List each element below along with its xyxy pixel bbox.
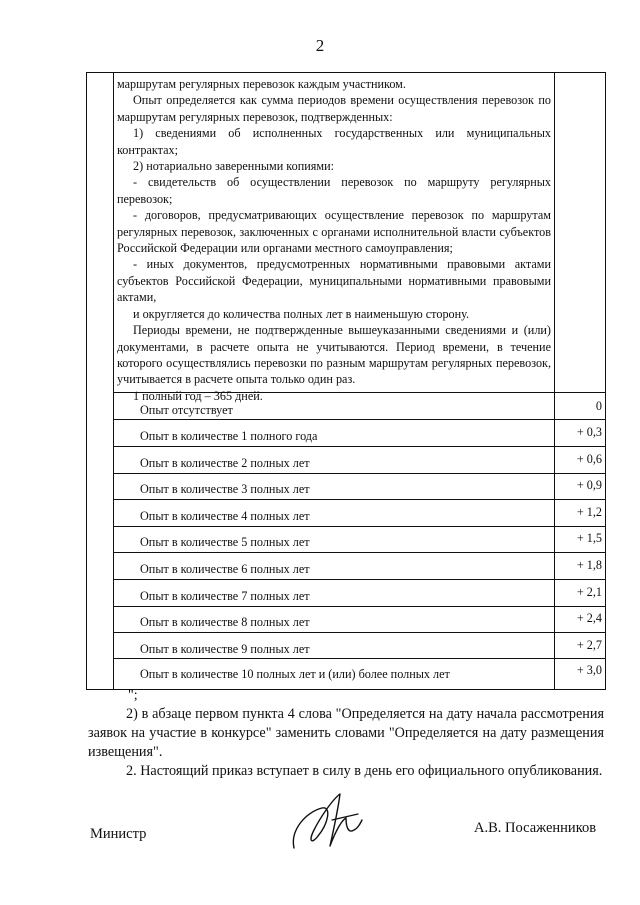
experience-row-label: Опыт в количестве 8 полных лет: [140, 615, 310, 629]
experience-row-value: + 3,0: [576, 663, 602, 677]
table-row-line: [113, 419, 605, 420]
table-border-top: [86, 72, 605, 73]
experience-row-value: + 2,1: [576, 585, 602, 599]
table-row-line: [113, 579, 605, 580]
experience-row-value: + 0,9: [576, 478, 602, 492]
experience-row-label: Опыт отсутствует: [140, 403, 233, 417]
experience-row-value: + 1,2: [576, 505, 602, 519]
closing-quote: ";: [128, 688, 138, 703]
description-paragraph: маршрутам регулярных перевозок каждым участником.: [117, 77, 406, 91]
experience-row-label: Опыт в количестве 4 полных лет: [140, 509, 310, 523]
table-row-line: [113, 552, 605, 553]
table-column-divider: [554, 72, 555, 690]
amendment-text: 2) в абзаце первом пункта 4 слова "Определяется на дату начала рассмотрения заявок на участие в конкурсе" заменить словами "Определяется на дату размещения извещения".: [88, 706, 604, 760]
effective-text: 2. Настоящий приказ вступает в силу в день его официального опубликования.: [126, 763, 603, 779]
table-border-bottom: [86, 689, 605, 690]
description-paragraph: Периоды времени, не подтвержденные вышеуказанными сведениями и (или) документами, в расчете опыта не учитываются. Период времени, в течение которого осуществлялись перевозки по разным маршрутам регулярных перевозок, учитывается в расчете опыта только один раз.: [117, 323, 551, 387]
experience-row-label: Опыт в количестве 5 полных лет: [140, 535, 310, 549]
experience-row-value: + 0,3: [576, 425, 602, 439]
table-border-left: [86, 72, 87, 690]
table-row-line: [113, 606, 605, 607]
experience-row-value: + 0,6: [576, 452, 602, 466]
amendment-paragraph: [88, 705, 604, 762]
description-paragraph: - договоров, предусматривающих осуществление перевозок по маршрутам регулярных перевозок, заключенных с органами исполнительной власти субъектов Российской Федерации или органами местного самоуправления;: [117, 208, 551, 256]
page-number: 2: [315, 36, 325, 55]
table-column-divider: [113, 72, 114, 690]
experience-row-label: Опыт в количестве 10 полных лет и (или) более полных лет: [140, 667, 450, 681]
experience-row-value: + 2,7: [576, 638, 602, 652]
table-row-line: [113, 392, 605, 393]
description-paragraph: - свидетельств об осуществлении перевозок по маршруту регулярных перевозок;: [117, 175, 551, 206]
experience-row-value: + 2,4: [576, 611, 602, 625]
experience-row-label: Опыт в количестве 1 полного года: [140, 429, 318, 443]
description-paragraph: 2) нотариально заверенными копиями:: [133, 159, 334, 174]
table-row-line: [113, 499, 605, 500]
description-paragraph: 1 полный год – 365 дней.: [133, 388, 263, 403]
experience-row-label: Опыт в количестве 7 полных лет: [140, 589, 310, 603]
description-paragraph: и округляется до количества полных лет в наименьшую сторону.: [133, 306, 470, 321]
description-paragraph: - иных документов, предусмотренных нормативными правовыми актами субъектов Российской Федерации, муниципальными нормативными правовыми актами,: [117, 257, 551, 305]
experience-row-label: Опыт в количестве 6 полных лет: [140, 562, 310, 576]
table-row-line: [113, 658, 605, 659]
experience-row-label: Опыт в количестве 9 полных лет: [140, 642, 310, 656]
table-border-right: [605, 72, 606, 690]
signer-name: А.В. Посаженников: [474, 820, 597, 836]
experience-row-value: + 1,5: [576, 531, 602, 545]
description-paragraph: Опыт определяется как сумма периодов времени осуществления перевозок по маршрутам регулярных перевозок, подтвержденных:: [117, 93, 551, 124]
description-paragraph: 1) сведениями об исполненных государственных или муниципальных контрактах;: [117, 126, 551, 157]
criterion-description: [117, 76, 551, 404]
table-row-line: [113, 446, 605, 447]
experience-row-label: Опыт в количестве 2 полных лет: [140, 456, 310, 470]
table-row-line: [113, 526, 605, 527]
experience-row-value: 0: [595, 399, 602, 413]
signer-title: Министр: [90, 826, 147, 842]
table-row-line: [113, 473, 605, 474]
experience-row-label: Опыт в количестве 3 полных лет: [140, 482, 310, 496]
handwritten-signature: [288, 790, 368, 860]
experience-row-value: + 1,8: [576, 558, 602, 572]
table-row-line: [113, 632, 605, 633]
effective-paragraph: [88, 762, 604, 781]
